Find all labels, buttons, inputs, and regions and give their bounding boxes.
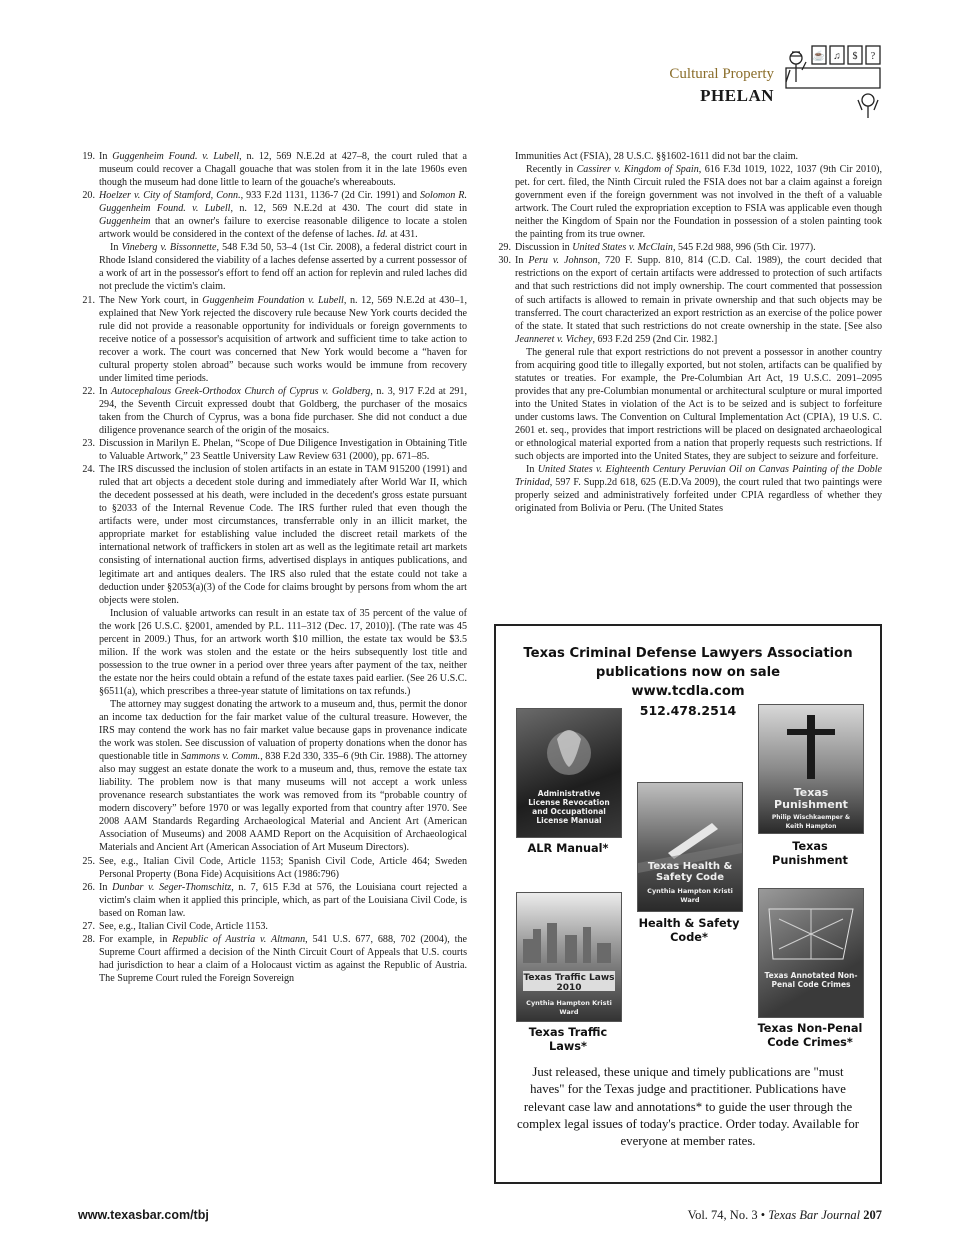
ad-phone: 512.478.2514: [639, 703, 737, 718]
sign-question: ?: [870, 51, 876, 62]
nonpenal-cover-title: Texas Annotated Non-Penal Code Crimes: [764, 971, 858, 989]
texas-traffic-laws-label: Texas Traffic Laws*: [528, 1026, 608, 1053]
alr-cover-title: Administrative License Revocation and Occupational License Manual: [528, 789, 610, 825]
footer-issue-info: [688, 1208, 882, 1223]
tcdla-advertisement: [494, 624, 882, 1184]
footnote-20: 20. Hoelzer v. City of Stamford, Conn., 933 F.2d 1131, 1136-7 (2d Cir. 1991) and Solomon R. Guggenheim Found. v. Lubell, n. 12, 569 N.E.2d at 430. The court did state in Guggenheim that an owner's failure to exercise reasonable diligence to locate a stolen artwork would be considered in the context of the defense of laches. Id. at 431.: [82, 190, 468, 241]
footnote-28-continued: Immunities Act (FSIA), 28 U.S.C. §§1602-1611 did not bar the claim.: [515, 151, 799, 162]
author-name: PHELAN: [700, 86, 774, 105]
footnote-27: 27. See, e.g., Italian Civil Code, Article 1153.: [82, 920, 268, 932]
punishment-cover-title: Texas Punishment: [774, 786, 848, 811]
traffic-cover-authors: Cynthia Hampton Kristi Ward: [526, 999, 612, 1016]
section-title: Cultural Property: [669, 66, 774, 82]
footnote-22: 22. In Autocephalous Greek-Orthodox Church of Cyprus v. Goldberg, n. 3, 917 F.2d at 291, 294, the Seventh Circuit expressed doubt that Goldberg, the purchaser of the mosaics taken from the Church of Cyprus, was a bona fide purchaser. She did not conduct a due diligence provenance search of the origin of the mosaics.: [82, 385, 467, 436]
sign-cup: ☕: [812, 51, 826, 62]
right-column: [494, 150, 882, 515]
sign-dollar: $: [852, 51, 858, 62]
punishment-cover-authors: Philip Wischkaemper & Keith Hampton: [771, 814, 851, 830]
footnote-26: 26. In Dunbar v. Seger-Thomschitz, n. 7, 615 F.3d at 576, the Louisiana court rejected a victim's claim when it applied this principle, which, as part of the Louisiana Civil Code, is based on Roman law.: [82, 881, 467, 919]
health-cover-authors: Cynthia Hampton Kristi Ward: [647, 887, 733, 904]
health-safety-cover: [637, 782, 743, 912]
footer-volume: Vol. 74, No. 3: [687, 1208, 758, 1222]
alr-manual-label: ALR Manual*: [527, 842, 609, 855]
texas-punishment-cover: [758, 704, 864, 834]
footnote-19: 19. In Guggenheim Found. v. Lubell, n. 12, 569 N.E.2d at 427–8, the court ruled that a museum could recover a Chagall gouache that was stolen from it in the late 1960s even though the museum had done little to learn of the gouache's whereabouts.: [82, 151, 467, 189]
footnote-25: 25. See, e.g., Italian Civil Code, Article 1153; Spanish Civil Code, Article 464; Sweden Personal Property (Bona Fide) Acquisitions Act (1986:796): [82, 855, 467, 880]
ad-description: Just released, these unique and timely publications are "must haves" for the Texas judge and practitioner. Publications have relevant case law and annotations* to guide the user through the complex legal issues of today's practice. Order today. Available for everyone at member rates.: [516, 1065, 860, 1149]
footer-bullet: •: [760, 1208, 766, 1222]
texas-punishment-label: Texas Punishment: [772, 840, 848, 867]
non-penal-code-crimes-label: Texas Non-Penal Code Crimes*: [757, 1022, 863, 1049]
header-illustration: [782, 44, 884, 120]
footnote-30-paragraph-3: In United States v. Eighteenth Century Peruvian Oil on Canvas Painting of the Doble Trinidad, 597 F. Supp.2d 618, 625 (E.D.Va 2009), the court ruled that two paintings were properly seized and administratively forfeited under CPIA regardless of whether they originated from Bolivia or Peru. (The United States: [515, 464, 882, 515]
footnote-23: 23. Discussion in Marilyn E. Phelan, “Scope of Due Diligence Investigation in Obtaining Title to Valuable Artwork,” 23 Seattle University Law Review 631 (2000), pp. 671–85.: [82, 438, 467, 463]
footnote-24: 24. The IRS discussed the inclusion of stolen artifacts in an estate in TAM 915200 (1991) and ruled that art objects a decedent stole during and immediately after World War II, which the decedent possessed at his death, were included in the decedent's gross estate pursuant to §2033 of the Internal Revenue Code. The IRS further ruled that even though the artifacts were, under most circumstances, transferrable only in an illicit market, the appropriate market for establishing value included the discreet retail markets of the international network of traffickers in stolen art as well as the legitimate retail art markets consisting of international auction firms, advertised displays in antiques publications, and legitimate art and antiques dealers. The IRS also ruled that the estate could not take a deduction under §2053(a)(3) of the Code for claims brought by persons from whom the art objects were stolen.: [82, 464, 467, 606]
nonpenal-cover-art: [759, 889, 863, 1017]
footnote-28: 28. For example, in Republic of Austria v. Altmann, 541 U.S. 677, 688, 702 (2004), the Supreme Court affirmed a decision of the Ninth Circuit Court of Appeals that U.S. courts had jurisdiction to hear a claim of a Holocaust victim as against the Republic of Austria. The Supreme Court ruled the Foreign Sovereign: [82, 933, 468, 984]
left-column: [78, 150, 467, 985]
texas-traffic-laws-cover: [516, 892, 622, 1022]
footnote-21: 21. The New York court, in Guggenheim Foundation v. Lubell, n. 12, 569 N.E.2d at 430–1, explained that New York rejected the discovery rule because New York courts decided the rule did not provide a reasonable opportunity for individuals or foreign governments to receive notice of a possessor's acquisition of artwork and sufficient time to take action to recover a work. The court was concerned that New York would become a “haven for cultural property stolen abroad” because such works would be immune from recovery under limited time periods.: [82, 294, 467, 384]
footer-website[interactable]: www.texasbar.com/tbj: [78, 1208, 209, 1222]
non-penal-code-crimes-cover: [758, 888, 864, 1018]
footnote-20-paragraph-2: In Vineberg v. Bissonnette, 548 F.3d 50, 53–4 (1st Cir. 2008), a federal district court in Rhode Island considered the viability of a laches defense asserted by a current possessor of a work of art in the possessor's effort to fend off an action for replevin and ruled laches did not preclude the victim's claim.: [99, 242, 467, 293]
ad-heading-line-2: publications now on sale: [595, 665, 781, 680]
ad-url[interactable]: www.tcdla.com: [631, 684, 745, 699]
footnote-30: 30. In Peru v. Johnson, 720 F. Supp. 810, 814 (C.D. Cal. 1989), the court decided that restrictions on the export of certain artifacts were addressed to protection of such artifacts and that such restrictions did not imply ownership. The court commented that possession of such artifacts is allowed to remain in private ownership and that such objects may be transferred. The court characterized an export restriction as an exercise of the police power of the state. It stated that such restrictions do not create ownership in the state. [See also Jeanneret v. Vichey, 693 F.2d 259 (2nd Cir. 1982.]: [498, 255, 882, 345]
footnote-24-paragraph-3: The attorney may suggest donating the artwork to a museum and, thus, permit the donor an income tax deduction for the fair market value of the cultural treasure. However, the IRS may contend the work has no fair market value because gaps in provenance indicate the work was stolen. See discussion of valuation of property donations when the donor has questionable title in Sammons v. Comm., 838 F.2d 330, 335–6 (9th Cir. 1988). The attorney also may suggest an estate donate the work to a museum and, thus, remove the estate tax liability. The problem now is that many museums will not accept a work unless provenance research substantiates the work was removed from its “probable country of modern discovery” before 1970 or was legally exported from that country after 1970. See 2008 AAM Standards Regarding Archaeological Material and Ancient Art (American Association of Museums) and 2008 AAMD Report on the Acquisition of Archaeological Materials and Ancient Art (American Association of Art Museum Directors).: [99, 698, 467, 854]
health-cover-title: Texas Health & Safety Code: [647, 861, 733, 883]
ad-heading-line-1: Texas Criminal Defense Lawyers Association: [523, 646, 853, 661]
health-safety-label: Health & Safety Code*: [638, 917, 740, 944]
footnote-28-paragraph-2: Recently in Cassirer v. Kingdom of Spain, 616 F.3d 1019, 1022, 1037 (9th Cir 2010), pet. for cert. filed, the Ninth Circuit ruled the FSIA does not bar a claim against a foreign government even if the foreign government was not involved in the theft of a valuable artwork. The Court ruled the expropriation exception to FSIA was applicable even though neither the Kingdom of Spain nor the Foundation in possession of a stolen painting took the painting from its true owner.: [515, 164, 882, 241]
footnote-30-paragraph-2: The general rule that export restrictions do not prevent a possessor in another country from acquiring good title to illegally exported, but not stolen, artifacts can be qualified by statutes or treaties. For example, the Pre-Columbian Art Act, 19 U.S.C. 2091–2095 provides that any pre-Columbian monumental or architectural sculpture or mural imported into the United States in violation of the Act is to be seized and is subject to forfeiture under customs laws. The Convention on Cultural Implementation Act (CPIA), 19 U.S. C. 2601 et. seq., provides that import restrictions will be placed on designated archaeological or ethnological material exported from a nation that properly requests such restrictions. If such objects are imported into the United States, they are subject to seizure and forfeiture.: [515, 346, 882, 463]
page-number: 207: [863, 1208, 882, 1222]
footnote-29: 29. Discussion in United States v. McClain, 545 F.2d 988, 996 (5th Cir. 1977).: [498, 242, 816, 254]
alr-manual-cover: [516, 708, 622, 838]
footer-journal: Texas Bar Journal: [768, 1208, 861, 1222]
sign-music: ♫: [833, 51, 841, 62]
footnote-24-paragraph-2: Inclusion of valuable artworks can result in an estate tax of 35 percent of the value of the work [26 U.S.C. §2001, amended by P.L. 111–312 (Dec. 17, 2010)]. (The rate was 45 percent in 2009.) Thus, for an artwork worth $10 million, the estate tax would be $3.5 milion. If the work was stolen and the estate or the heirs subsequently lost title and possession to the true owner in a period over three years after payment of the tax, neither the estate nor the heirs could obtain a refund of the estate taxes paid earlier. (See 26 U.S.C. §6511(a), which prescribes a three-year statute of limitations on tax refunds.): [99, 607, 467, 697]
traffic-cover-title: Texas Traffic Laws 2010: [523, 973, 615, 993]
